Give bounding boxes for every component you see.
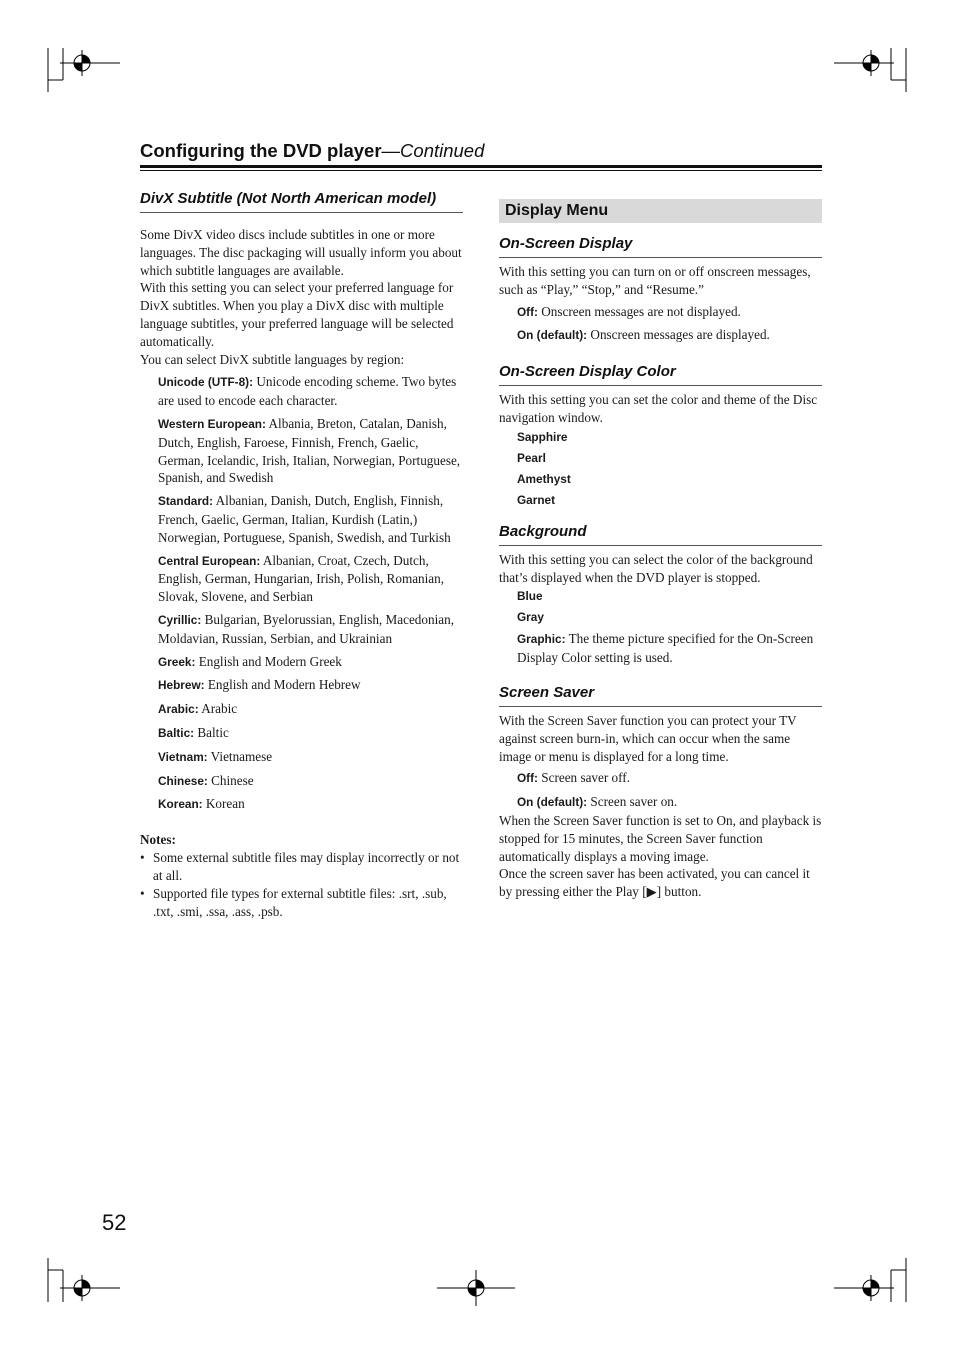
osd-heading: On-Screen Display bbox=[499, 235, 822, 258]
option-pearl: Pearl bbox=[517, 450, 546, 465]
paragraph: With this setting you can select the color of the background that’s displayed when the DVD player is stopped. bbox=[499, 551, 813, 585]
display-menu-title: Display Menu bbox=[499, 199, 822, 223]
option-item: On (default): Onscreen messages are displayed. bbox=[517, 327, 770, 343]
option-amethyst: Amethyst bbox=[517, 471, 571, 486]
paragraph: With this setting you can set the color and theme of the Disc navigation window. bbox=[499, 392, 818, 425]
continued-label: —Continued bbox=[381, 140, 485, 161]
region-item: Korean: Korean bbox=[158, 796, 245, 812]
notes-section bbox=[140, 831, 463, 920]
note-item: • Some external subtitle files may display incorrectly or not at all. bbox=[140, 850, 460, 883]
option-sapphire: Sapphire bbox=[517, 429, 568, 444]
background-heading: Background bbox=[499, 523, 822, 546]
option-item: Off: Screen saver off. bbox=[517, 770, 630, 786]
paragraph: When the Screen Saver function is set to On, and playback is stopped for 15 minutes, the Screen Saver function automatically displays a moving image. bbox=[499, 812, 822, 864]
osd-color-heading: On-Screen Display Color bbox=[499, 363, 822, 386]
region-item: Vietnam: Vietnamese bbox=[158, 748, 273, 764]
page-title: Configuring the DVD player—Continued bbox=[140, 140, 485, 161]
divx-subtitle-heading: DivX Subtitle (Not North American model) bbox=[140, 190, 463, 213]
paragraph: You can select DivX subtitle languages by region: bbox=[140, 351, 405, 367]
bullet: • bbox=[140, 850, 145, 866]
notes-title: Notes: bbox=[140, 832, 176, 848]
region-item: Standard: Albanian, Danish, Dutch, English, Finnish, French, Gaelic, German, Italian, Kurdish (Latin,) Norwegian, Portuguese, Spanish, Swedish, and Turkish bbox=[158, 493, 451, 545]
option-blue: Blue bbox=[517, 589, 543, 604]
page-number: 52 bbox=[102, 1210, 127, 1235]
note-item: • Supported file types for external subtitle files: .srt, .sub, .txt, .smi, .ssa, .ass, .psb. bbox=[140, 885, 447, 919]
paragraph: Some DivX video discs include subtitles in one or more languages. The disc packaging will usually inform you about which subtitle languages are available. bbox=[140, 227, 462, 278]
bullet: • bbox=[140, 885, 145, 901]
region-item: Greek: English and Modern Greek bbox=[158, 653, 342, 669]
region-item: Chinese: Chinese bbox=[158, 772, 254, 788]
paragraph: Once the screen saver has been activated, you can cancel it by pressing either the Play [▶] button. bbox=[499, 866, 810, 900]
header-rule-thin bbox=[140, 170, 822, 171]
region-item: Central European: Albanian, Croat, Czech, Dutch, English, German, Hungarian, Irish, Polish, Romanian, Slovak, Slovene, and Serbian bbox=[158, 552, 445, 605]
option-gray: Gray bbox=[517, 610, 544, 625]
option-item: On (default): Screen saver on. bbox=[517, 794, 678, 810]
page-header bbox=[140, 140, 822, 171]
region-item: Hebrew: English and Modern Hebrew bbox=[158, 677, 361, 693]
option-item: Graphic: The theme picture specified for the On-Screen Display Color setting is used. bbox=[517, 631, 814, 666]
screen-saver-heading: Screen Saver bbox=[499, 684, 822, 707]
region-item: Western European: Albania, Breton, Catalan, Danish, Dutch, English, Faroese, Finnish, French, Gaelic, German, Icelandic, Irish, Italian, Norwegian, Portuguese, Spanish, and Swedish bbox=[158, 415, 461, 486]
left-column bbox=[140, 190, 463, 920]
region-item: Arabic: Arabic bbox=[158, 701, 238, 717]
header-rule bbox=[140, 165, 822, 168]
region-item: Cyrillic: Bulgarian, Byelorussian, English, Macedonian, Moldavian, Russian, Serbian, and Ukrainian bbox=[158, 611, 454, 646]
paragraph: With the Screen Saver function you can protect your TV against screen burn-in, which can occur when the same image or menu is displayed for a long time. bbox=[499, 712, 797, 764]
option-garnet: Garnet bbox=[517, 492, 556, 507]
right-column bbox=[499, 199, 822, 901]
paragraph: With this setting you can turn on or off onscreen messages, such as “Play,” “Stop,” and “Resume.” bbox=[499, 264, 811, 297]
region-item: Unicode (UTF-8): Unicode encoding scheme. Two bytes are used to encode each character. bbox=[158, 374, 457, 409]
region-item: Baltic: Baltic bbox=[158, 724, 229, 740]
option-item: Off: Onscreen messages are not displayed. bbox=[517, 303, 741, 319]
paragraph: With this setting you can select your preferred language for DivX subtitles. When you play a DivX disc with multiple language subtitles, your preferred language will be selected automatically. bbox=[140, 280, 454, 349]
